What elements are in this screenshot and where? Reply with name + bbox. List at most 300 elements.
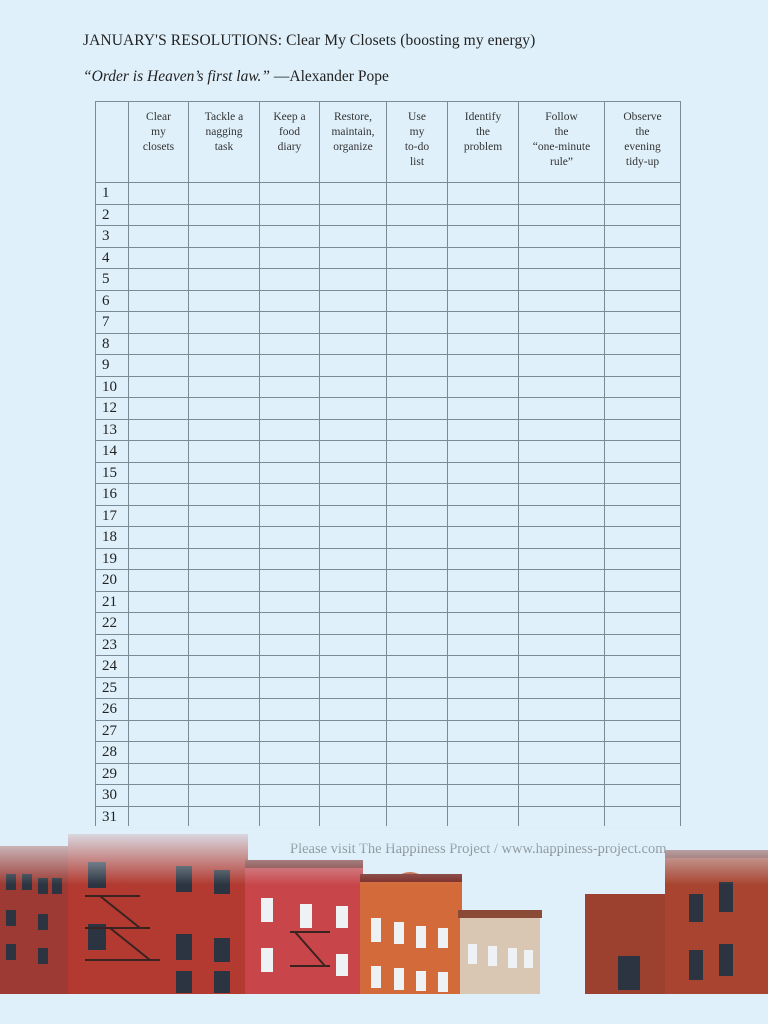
day-number: 10 bbox=[96, 376, 129, 398]
tracking-cell[interactable] bbox=[605, 290, 681, 312]
tracking-cell[interactable] bbox=[129, 183, 189, 205]
table-row bbox=[96, 720, 681, 742]
tracking-cell[interactable] bbox=[260, 570, 320, 592]
city-buildings-image bbox=[0, 826, 768, 994]
table-row bbox=[96, 484, 681, 506]
tracking-cell[interactable] bbox=[519, 742, 605, 764]
tracking-cell[interactable] bbox=[519, 656, 605, 678]
column-header-label: Clear my closets bbox=[142, 111, 175, 153]
tracking-cell[interactable] bbox=[189, 806, 260, 828]
tracking-cell[interactable] bbox=[605, 527, 681, 549]
tracking-cell[interactable] bbox=[387, 183, 448, 205]
tracking-cell[interactable] bbox=[448, 763, 519, 785]
day-number: 4 bbox=[96, 247, 129, 269]
day-number: 30 bbox=[96, 785, 129, 807]
tracking-cell[interactable] bbox=[519, 355, 605, 377]
table-row bbox=[96, 269, 681, 291]
tracking-cell[interactable] bbox=[605, 656, 681, 678]
tracking-cell[interactable] bbox=[519, 226, 605, 248]
table-row bbox=[96, 613, 681, 635]
tracking-cell[interactable] bbox=[320, 634, 387, 656]
tracking-cell[interactable] bbox=[129, 441, 189, 463]
day-number: 9 bbox=[96, 355, 129, 377]
tracking-cell[interactable] bbox=[260, 785, 320, 807]
day-number: 22 bbox=[96, 613, 129, 635]
tracking-cell[interactable] bbox=[189, 677, 260, 699]
tracking-cell[interactable] bbox=[260, 591, 320, 613]
tracking-cell[interactable] bbox=[129, 548, 189, 570]
tracking-cell[interactable] bbox=[320, 290, 387, 312]
tracking-cell[interactable] bbox=[260, 527, 320, 549]
tracking-cell[interactable] bbox=[448, 591, 519, 613]
tracking-cell[interactable] bbox=[519, 785, 605, 807]
tracking-cell[interactable] bbox=[519, 312, 605, 334]
tracking-cell[interactable] bbox=[387, 312, 448, 334]
tracking-cell[interactable] bbox=[448, 333, 519, 355]
tracking-cell[interactable] bbox=[448, 634, 519, 656]
tracking-cell[interactable] bbox=[448, 613, 519, 635]
tracking-cell[interactable] bbox=[605, 269, 681, 291]
tracking-cell[interactable] bbox=[605, 333, 681, 355]
tracking-cell[interactable] bbox=[320, 312, 387, 334]
tracking-cell[interactable] bbox=[320, 785, 387, 807]
tracking-cell[interactable] bbox=[519, 591, 605, 613]
tracking-cell[interactable] bbox=[448, 806, 519, 828]
tracking-cell[interactable] bbox=[605, 785, 681, 807]
tracking-cell[interactable] bbox=[320, 656, 387, 678]
tracking-cell[interactable] bbox=[189, 226, 260, 248]
table-row bbox=[96, 333, 681, 355]
tracking-cell[interactable] bbox=[448, 441, 519, 463]
tracking-cell[interactable] bbox=[519, 763, 605, 785]
tracking-cell[interactable] bbox=[519, 570, 605, 592]
tracking-cell[interactable] bbox=[189, 204, 260, 226]
tracking-cell[interactable] bbox=[519, 527, 605, 549]
tracking-cell[interactable] bbox=[320, 591, 387, 613]
tracking-cell[interactable] bbox=[387, 548, 448, 570]
tracking-cell[interactable] bbox=[448, 656, 519, 678]
tracking-cell[interactable] bbox=[189, 505, 260, 527]
table-row bbox=[96, 763, 681, 785]
table-row bbox=[96, 441, 681, 463]
tracking-cell[interactable] bbox=[519, 720, 605, 742]
tracking-cell[interactable] bbox=[448, 720, 519, 742]
tracking-cell[interactable] bbox=[448, 505, 519, 527]
table-row bbox=[96, 699, 681, 721]
tracking-cell[interactable] bbox=[387, 699, 448, 721]
tracking-cell[interactable] bbox=[605, 720, 681, 742]
tracking-cell[interactable] bbox=[320, 419, 387, 441]
tracking-cell[interactable] bbox=[260, 720, 320, 742]
tracking-cell[interactable] bbox=[129, 806, 189, 828]
tracking-cell[interactable] bbox=[320, 226, 387, 248]
tracking-cell[interactable] bbox=[189, 333, 260, 355]
tracking-cell[interactable] bbox=[320, 763, 387, 785]
tracking-cell[interactable] bbox=[189, 312, 260, 334]
tracking-cell[interactable] bbox=[320, 355, 387, 377]
tracking-cell[interactable] bbox=[519, 419, 605, 441]
tracking-cell[interactable] bbox=[605, 634, 681, 656]
tracking-cell[interactable] bbox=[189, 763, 260, 785]
tracking-cell[interactable] bbox=[387, 742, 448, 764]
tracking-cell[interactable] bbox=[320, 677, 387, 699]
tracking-cell[interactable] bbox=[320, 548, 387, 570]
tracking-cell[interactable] bbox=[605, 613, 681, 635]
tracking-cell[interactable] bbox=[129, 226, 189, 248]
tracking-cell[interactable] bbox=[448, 204, 519, 226]
tracking-cell[interactable] bbox=[387, 484, 448, 506]
tracking-cell[interactable] bbox=[260, 376, 320, 398]
tracking-cell[interactable] bbox=[320, 269, 387, 291]
tracking-cell[interactable] bbox=[605, 183, 681, 205]
tracking-cell[interactable] bbox=[129, 699, 189, 721]
tracking-cell[interactable] bbox=[387, 204, 448, 226]
tracking-cell[interactable] bbox=[519, 269, 605, 291]
tracking-cell[interactable] bbox=[519, 634, 605, 656]
tracking-cell[interactable] bbox=[129, 742, 189, 764]
tracking-cell[interactable] bbox=[260, 699, 320, 721]
tracking-cell[interactable] bbox=[519, 376, 605, 398]
tracking-cell[interactable] bbox=[605, 355, 681, 377]
tracking-cell[interactable] bbox=[260, 333, 320, 355]
tracking-cell[interactable] bbox=[189, 548, 260, 570]
tracking-cell[interactable] bbox=[129, 613, 189, 635]
tracking-cell[interactable] bbox=[448, 699, 519, 721]
tracking-cell[interactable] bbox=[605, 462, 681, 484]
tracking-cell[interactable] bbox=[189, 376, 260, 398]
tracking-cell[interactable] bbox=[320, 527, 387, 549]
tracking-cell[interactable] bbox=[260, 204, 320, 226]
tracking-cell[interactable] bbox=[189, 699, 260, 721]
tracking-cell[interactable] bbox=[387, 226, 448, 248]
tracking-cell[interactable] bbox=[519, 677, 605, 699]
day-number: 18 bbox=[96, 527, 129, 549]
table-row bbox=[96, 634, 681, 656]
table-row bbox=[96, 505, 681, 527]
tracking-cell[interactable] bbox=[260, 548, 320, 570]
day-number: 13 bbox=[96, 419, 129, 441]
tracking-cell[interactable] bbox=[387, 247, 448, 269]
tracking-cell[interactable] bbox=[260, 183, 320, 205]
tracking-cell[interactable] bbox=[189, 441, 260, 463]
table-row bbox=[96, 290, 681, 312]
tracking-cell[interactable] bbox=[605, 419, 681, 441]
tracking-cell[interactable] bbox=[448, 355, 519, 377]
tracking-cell[interactable] bbox=[129, 247, 189, 269]
tracking-cell[interactable] bbox=[387, 763, 448, 785]
table-row bbox=[96, 419, 681, 441]
tracking-cell[interactable] bbox=[387, 677, 448, 699]
tracking-cell[interactable] bbox=[605, 591, 681, 613]
table-row bbox=[96, 742, 681, 764]
tracking-cell[interactable] bbox=[448, 548, 519, 570]
day-number: 5 bbox=[96, 269, 129, 291]
tracking-cell[interactable] bbox=[387, 462, 448, 484]
tracking-cell[interactable] bbox=[260, 656, 320, 678]
table-row bbox=[96, 677, 681, 699]
tracking-cell[interactable] bbox=[189, 785, 260, 807]
column-header-label: Identify the problem bbox=[463, 111, 503, 153]
day-number: 17 bbox=[96, 505, 129, 527]
tracking-cell[interactable] bbox=[387, 419, 448, 441]
tracking-cell[interactable] bbox=[519, 247, 605, 269]
tracking-cell[interactable] bbox=[387, 355, 448, 377]
tracking-cell[interactable] bbox=[448, 462, 519, 484]
tracking-cell[interactable] bbox=[189, 183, 260, 205]
tracking-cell[interactable] bbox=[605, 677, 681, 699]
tracking-cell[interactable] bbox=[320, 462, 387, 484]
tracking-cell[interactable] bbox=[387, 656, 448, 678]
table-row bbox=[96, 376, 681, 398]
tracking-cell[interactable] bbox=[605, 398, 681, 420]
column-header-4 bbox=[320, 102, 387, 183]
tracking-cell[interactable] bbox=[519, 699, 605, 721]
column-header-6 bbox=[448, 102, 519, 183]
tracking-cell[interactable] bbox=[189, 484, 260, 506]
tracking-cell[interactable] bbox=[189, 591, 260, 613]
tracking-cell[interactable] bbox=[260, 441, 320, 463]
tracking-cell[interactable] bbox=[320, 806, 387, 828]
tracking-cell[interactable] bbox=[129, 312, 189, 334]
tracking-cell[interactable] bbox=[129, 720, 189, 742]
tracking-cell[interactable] bbox=[448, 269, 519, 291]
tracking-cell[interactable] bbox=[129, 484, 189, 506]
tracking-cell[interactable] bbox=[387, 570, 448, 592]
day-number: 27 bbox=[96, 720, 129, 742]
tracking-cell[interactable] bbox=[189, 634, 260, 656]
tracking-cell[interactable] bbox=[519, 290, 605, 312]
tracking-cell[interactable] bbox=[129, 591, 189, 613]
tracking-cell[interactable] bbox=[189, 419, 260, 441]
tracking-cell[interactable] bbox=[448, 183, 519, 205]
tracking-cell[interactable] bbox=[320, 441, 387, 463]
tracking-cell[interactable] bbox=[605, 505, 681, 527]
tracking-cell[interactable] bbox=[605, 548, 681, 570]
tracking-cell[interactable] bbox=[387, 613, 448, 635]
tracking-cell[interactable] bbox=[448, 398, 519, 420]
tracking-cell[interactable] bbox=[519, 441, 605, 463]
tracking-cell[interactable] bbox=[320, 742, 387, 764]
tracking-cell[interactable] bbox=[448, 570, 519, 592]
tracking-cell[interactable] bbox=[189, 398, 260, 420]
tracking-cell[interactable] bbox=[189, 656, 260, 678]
tracking-cell[interactable] bbox=[605, 312, 681, 334]
tracking-cell[interactable] bbox=[129, 204, 189, 226]
tracking-cell[interactable] bbox=[189, 290, 260, 312]
table-row bbox=[96, 462, 681, 484]
tracking-cell[interactable] bbox=[605, 247, 681, 269]
table-row bbox=[96, 785, 681, 807]
table-row bbox=[96, 656, 681, 678]
tracking-cell[interactable] bbox=[189, 462, 260, 484]
tracking-cell[interactable] bbox=[129, 570, 189, 592]
tracking-cell[interactable] bbox=[519, 505, 605, 527]
tracking-cell[interactable] bbox=[129, 634, 189, 656]
day-number: 28 bbox=[96, 742, 129, 764]
tracking-cell[interactable] bbox=[189, 355, 260, 377]
tracking-cell[interactable] bbox=[129, 376, 189, 398]
tracking-cell[interactable] bbox=[605, 699, 681, 721]
tracking-cell[interactable] bbox=[387, 505, 448, 527]
tracking-cell[interactable] bbox=[519, 183, 605, 205]
tracking-cell[interactable] bbox=[260, 634, 320, 656]
tracking-cell[interactable] bbox=[260, 247, 320, 269]
table-row bbox=[96, 247, 681, 269]
table-row bbox=[96, 806, 681, 828]
tracking-cell[interactable] bbox=[605, 742, 681, 764]
tracking-cell[interactable] bbox=[260, 806, 320, 828]
tracking-cell[interactable] bbox=[189, 527, 260, 549]
column-header-8 bbox=[605, 102, 681, 183]
tracking-cell[interactable] bbox=[605, 570, 681, 592]
tracking-cell[interactable] bbox=[519, 613, 605, 635]
tracking-cell[interactable] bbox=[387, 720, 448, 742]
column-header-1 bbox=[129, 102, 189, 183]
tracking-cell[interactable] bbox=[387, 591, 448, 613]
table-row bbox=[96, 527, 681, 549]
tracking-cell[interactable] bbox=[129, 419, 189, 441]
tracking-cell[interactable] bbox=[387, 269, 448, 291]
table-row bbox=[96, 591, 681, 613]
tracking-cell[interactable] bbox=[448, 677, 519, 699]
tracking-cell[interactable] bbox=[387, 634, 448, 656]
tracking-cell[interactable] bbox=[387, 785, 448, 807]
tracking-cell[interactable] bbox=[519, 462, 605, 484]
tracking-cell[interactable] bbox=[387, 806, 448, 828]
tracking-cell[interactable] bbox=[260, 269, 320, 291]
tracking-cell[interactable] bbox=[448, 742, 519, 764]
tracking-cell[interactable] bbox=[605, 204, 681, 226]
tracking-cell[interactable] bbox=[605, 484, 681, 506]
tracking-cell[interactable] bbox=[260, 742, 320, 764]
tracking-cell[interactable] bbox=[605, 806, 681, 828]
day-number: 31 bbox=[96, 806, 129, 828]
column-header-label: Observe the evening tidy-up bbox=[623, 111, 662, 168]
tracking-cell[interactable] bbox=[320, 699, 387, 721]
tracking-cell[interactable] bbox=[387, 333, 448, 355]
tracking-cell[interactable] bbox=[519, 806, 605, 828]
tracking-cell[interactable] bbox=[448, 226, 519, 248]
tracking-cell[interactable] bbox=[387, 441, 448, 463]
tracking-cell[interactable] bbox=[260, 226, 320, 248]
tracking-cell[interactable] bbox=[260, 398, 320, 420]
table-row bbox=[96, 570, 681, 592]
tracking-cell[interactable] bbox=[129, 763, 189, 785]
tracking-cell[interactable] bbox=[129, 355, 189, 377]
tracking-cell[interactable] bbox=[320, 570, 387, 592]
tracking-cell[interactable] bbox=[260, 419, 320, 441]
tracking-cell[interactable] bbox=[448, 312, 519, 334]
tracking-cell[interactable] bbox=[260, 484, 320, 506]
tracking-cell[interactable] bbox=[189, 742, 260, 764]
tracking-cell[interactable] bbox=[129, 333, 189, 355]
tracking-cell[interactable] bbox=[189, 247, 260, 269]
tracking-cell[interactable] bbox=[260, 462, 320, 484]
tracking-cell[interactable] bbox=[387, 527, 448, 549]
column-header-5 bbox=[387, 102, 448, 183]
day-number: 16 bbox=[96, 484, 129, 506]
tracking-cell[interactable] bbox=[519, 333, 605, 355]
tracking-cell[interactable] bbox=[320, 505, 387, 527]
tracking-cell[interactable] bbox=[129, 269, 189, 291]
tracking-cell[interactable] bbox=[320, 333, 387, 355]
table-row bbox=[96, 226, 681, 248]
tracking-cell[interactable] bbox=[519, 204, 605, 226]
tracking-cell[interactable] bbox=[448, 527, 519, 549]
table-row bbox=[96, 398, 681, 420]
tracking-cell[interactable] bbox=[519, 548, 605, 570]
tracking-cell[interactable] bbox=[605, 441, 681, 463]
tracking-cell[interactable] bbox=[605, 376, 681, 398]
tracking-cell[interactable] bbox=[260, 763, 320, 785]
column-header-label: Use my to-do list bbox=[404, 111, 430, 168]
day-number: 29 bbox=[96, 763, 129, 785]
tracking-cell[interactable] bbox=[260, 613, 320, 635]
tracking-cell[interactable] bbox=[189, 613, 260, 635]
tracking-cell[interactable] bbox=[189, 269, 260, 291]
table-row bbox=[96, 548, 681, 570]
tracking-cell[interactable] bbox=[260, 355, 320, 377]
header-row bbox=[96, 102, 681, 183]
tracking-cell[interactable] bbox=[448, 484, 519, 506]
tracking-cell[interactable] bbox=[448, 247, 519, 269]
tracking-cell[interactable] bbox=[189, 570, 260, 592]
day-number: 19 bbox=[96, 548, 129, 570]
tracking-cell[interactable] bbox=[519, 484, 605, 506]
tracking-cell[interactable] bbox=[189, 720, 260, 742]
table-row bbox=[96, 183, 681, 205]
tracking-cell[interactable] bbox=[260, 677, 320, 699]
tracking-cell[interactable] bbox=[605, 226, 681, 248]
tracking-cell[interactable] bbox=[448, 290, 519, 312]
tracking-cell[interactable] bbox=[448, 419, 519, 441]
tracking-cell[interactable] bbox=[320, 183, 387, 205]
tracking-cell[interactable] bbox=[260, 505, 320, 527]
tracking-cell[interactable] bbox=[387, 376, 448, 398]
column-header-label: Follow the “one-minute rule” bbox=[532, 111, 591, 168]
tracking-cell[interactable] bbox=[129, 462, 189, 484]
tracking-cell[interactable] bbox=[320, 613, 387, 635]
tracking-cell[interactable] bbox=[320, 376, 387, 398]
day-number: 23 bbox=[96, 634, 129, 656]
tracking-cell[interactable] bbox=[320, 720, 387, 742]
tracking-cell[interactable] bbox=[129, 656, 189, 678]
tracking-cell[interactable] bbox=[448, 376, 519, 398]
tracking-cell[interactable] bbox=[320, 247, 387, 269]
tracking-cell[interactable] bbox=[387, 290, 448, 312]
table-body bbox=[96, 183, 681, 828]
tracking-cell[interactable] bbox=[320, 484, 387, 506]
tracking-cell[interactable] bbox=[320, 398, 387, 420]
day-number: 2 bbox=[96, 204, 129, 226]
tracking-cell[interactable] bbox=[448, 785, 519, 807]
tracking-cell[interactable] bbox=[129, 677, 189, 699]
tracking-cell[interactable] bbox=[260, 312, 320, 334]
bottom-band bbox=[0, 994, 768, 1024]
day-number: 3 bbox=[96, 226, 129, 248]
tracking-cell[interactable] bbox=[260, 290, 320, 312]
tracking-cell[interactable] bbox=[320, 204, 387, 226]
tracking-cell[interactable] bbox=[129, 527, 189, 549]
tracking-cell[interactable] bbox=[519, 398, 605, 420]
tracking-cell[interactable] bbox=[387, 398, 448, 420]
tracking-cell[interactable] bbox=[129, 505, 189, 527]
tracking-cell[interactable] bbox=[129, 398, 189, 420]
tracking-cell[interactable] bbox=[129, 290, 189, 312]
tracking-cell[interactable] bbox=[605, 763, 681, 785]
resolution-tracker-table bbox=[95, 101, 681, 828]
tracking-cell[interactable] bbox=[129, 785, 189, 807]
